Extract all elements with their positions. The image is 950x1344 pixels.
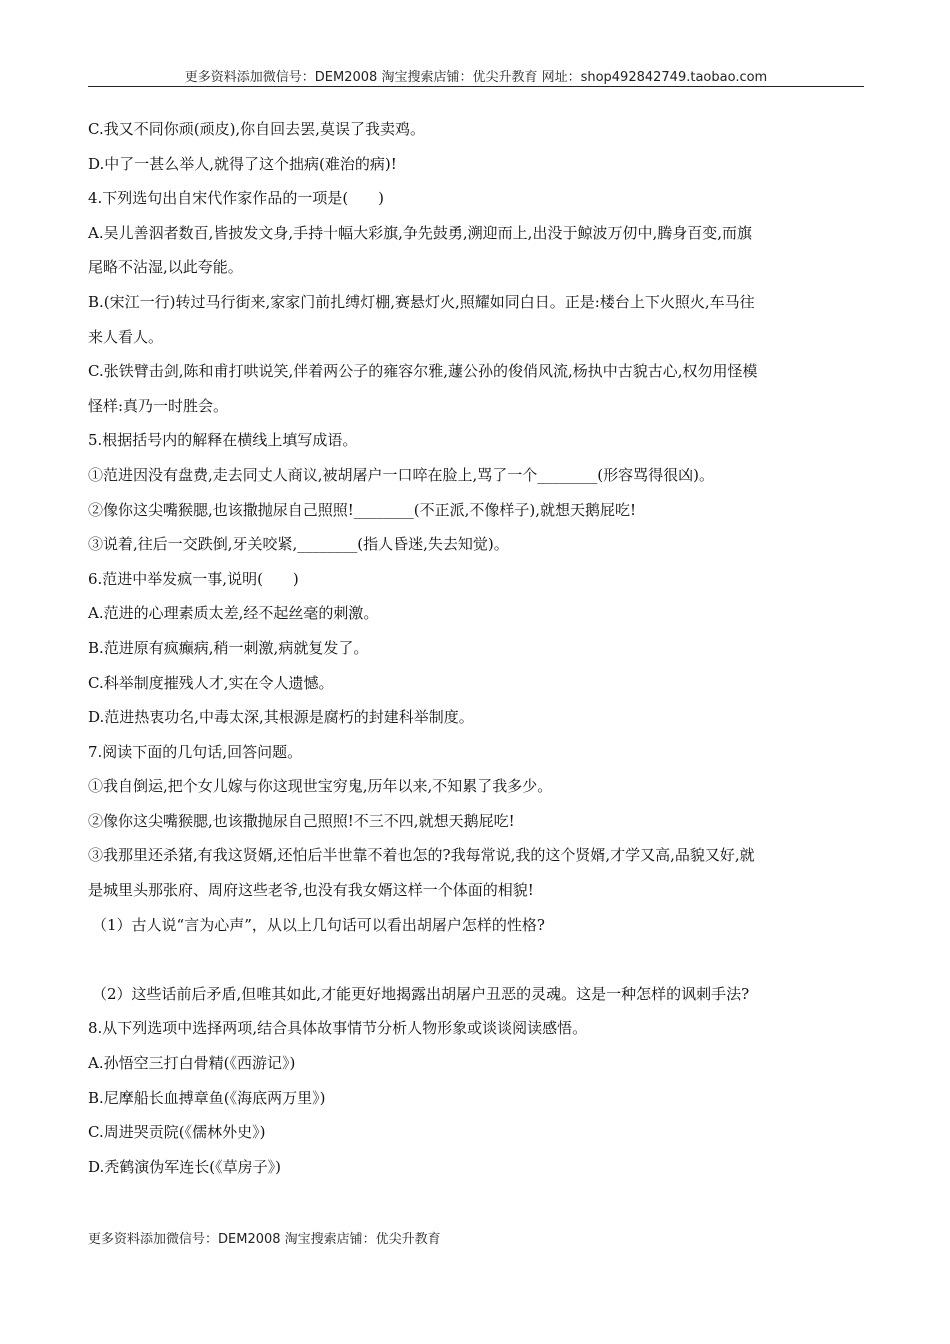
q7-quote-1: ①我自倒运,把个女儿嫁与你这现世宝穷鬼,历年以来,不知累了我多少。: [88, 777, 553, 796]
q4-option-a: A.吴儿善泅者数百,皆披发文身,手持十幅大彩旗,争先鼓勇,溯迎而上,出没于鲸波万仞中,腾身百变,而旗: [88, 223, 752, 242]
q6-option-b: B.范进原有疯癫病,稍一刺激,病就复发了。: [88, 638, 369, 657]
q8-option-d: D.秃鹤演伪军连长(《草房子》): [88, 1157, 281, 1176]
option-d-line: D.中了一甚么举人,就得了这个拙病(难治的病)!: [88, 154, 397, 173]
q8-option-b: B.尼摩船长血搏章鱼(《海底两万里》): [88, 1088, 326, 1107]
answer-space: [88, 942, 858, 977]
q4-option-c-cont: 怪样:真乃一时胜会。: [88, 396, 229, 415]
q4-option-a-cont: 尾略不沾湿,以此夸能。: [88, 258, 243, 277]
q4-option-b: B.(宋江一行)转过马行街来,家家门前扎缚灯棚,赛悬灯火,照耀如同白日。正是:楼台上下火照火,车马往: [88, 292, 755, 311]
question-5: 5.根据括号内的解释在横线上填写成语。: [88, 431, 358, 450]
option-c-line: C.我又不同你顽(顽皮),你自回去罢,莫误了我卖鸡。: [88, 120, 425, 138]
q7-quote-3: ③我那里还杀猪,有我这贤婿,还怕后半世靠不着也怎的?我每常说,我的这个贤婿,才学又高,品貌又好,就: [88, 846, 755, 865]
q8-option-c: C.周进哭贡院(《儒林外史》): [88, 1123, 266, 1142]
header-divider: [88, 86, 864, 87]
question-8: 8.从下列选项中选择两项,结合具体故事情节分析人物形象或谈谈阅读感悟。: [88, 1019, 588, 1038]
page-body: [88, 112, 858, 1184]
q5-item-2: ②像你这尖嘴猴腮,也该撒抛尿自己照照!________(不正派,不像样子),就想天鹅屁吃!: [88, 500, 637, 519]
q6-option-d: D.范进热衷功名,中毒太深,其根源是腐朽的封建科举制度。: [88, 708, 474, 727]
page-header: 更多资料添加微信号：DEM2008 淘宝搜索店铺：优尖升教育 网址：shop492842749.taobao.com: [184, 70, 768, 85]
q7-subquestion-1: （1）古人说“言为心声”，从以上几句话可以看出胡屠户怎样的性格?: [92, 915, 545, 934]
question-6: 6.范进中举发疯一事,说明( ): [88, 569, 299, 588]
q7-quote-3-cont: 是城里头那张府、周府这些老爷,也没有我女婿这样一个体面的相貌!: [88, 881, 534, 900]
q6-option-a: A.范进的心理素质太差,经不起丝毫的刺激。: [88, 604, 379, 623]
q4-option-c: C.张铁臂击剑,陈和甫打哄说笑,伴着两公子的雍容尔雅,蘧公孙的俊俏风流,杨执中古貌古心,权勿用怪模: [88, 362, 758, 381]
q6-option-c: C.科举制度摧残人才,实在令人遗憾。: [88, 673, 334, 692]
q4-option-b-cont: 来人看人。: [88, 327, 164, 346]
q7-quote-2: ②像你这尖嘴猴腮,也该撒抛尿自己照照!不三不四,就想天鹅屁吃!: [88, 811, 515, 830]
q8-option-a: A.孙悟空三打白骨精(《西游记》): [88, 1054, 296, 1073]
question-7: 7.阅读下面的几句话,回答问题。: [88, 742, 303, 761]
page-footer: 更多资料添加微信号：DEM2008 淘宝搜索店铺：优尖升教育: [88, 1232, 441, 1247]
question-4: 4.下列选句出自宋代作家作品的一项是( ): [88, 189, 385, 208]
q5-item-3: ③说着,往后一交跌倒,牙关咬紧,________(指人昏迷,失去知觉)。: [88, 535, 509, 554]
q7-subquestion-2: （2）这些话前后矛盾,但唯其如此,才能更好地揭露出胡屠户丑恶的灵魂。这是一种怎样的讽刺手法?: [92, 984, 750, 1003]
q5-item-1: ①范进因没有盘费,走去同丈人商议,被胡屠户一口啐在脸上,骂了一个________(形容骂得很凶)。: [88, 465, 715, 484]
